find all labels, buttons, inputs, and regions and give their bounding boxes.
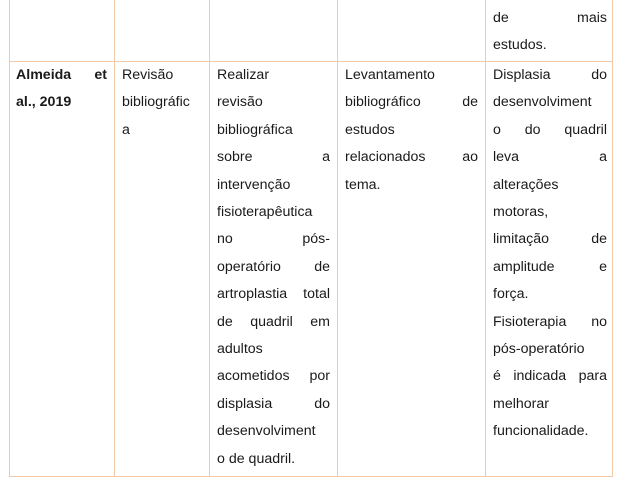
cell-line: acometidos por xyxy=(217,368,330,385)
cell-line: Fisioterapia no xyxy=(493,313,607,330)
cell-line: limitação de xyxy=(493,231,607,248)
cell-line: o do quadril xyxy=(493,121,607,138)
cell-line: a xyxy=(122,121,130,138)
cell-line: amplitude e xyxy=(493,258,607,275)
cell-line: relacionados ao xyxy=(345,149,478,166)
cell-line: adultos xyxy=(217,341,263,358)
table-border-left xyxy=(9,0,10,477)
cell-line: motoras, xyxy=(493,204,549,221)
cell-line: Realizar xyxy=(217,67,270,83)
cell-line: Displasia do xyxy=(493,67,607,83)
column-divider-4 xyxy=(485,0,486,477)
cell-line: Levantamento xyxy=(345,67,435,83)
cell-line: força. xyxy=(493,286,529,303)
table-border-right xyxy=(612,0,613,477)
cell-line: intervenção xyxy=(217,176,291,193)
cell-line: al., 2019 xyxy=(16,94,72,111)
cell-line: estudos xyxy=(345,121,395,138)
cell-line: tema. xyxy=(345,176,381,193)
study-type-cell xyxy=(122,62,204,144)
cell-line: artroplastia total xyxy=(217,286,330,303)
cell-line: estudos. xyxy=(493,37,547,54)
cell-line: bibliográfic xyxy=(122,94,190,111)
column-divider-3 xyxy=(337,0,338,477)
author-cell xyxy=(16,62,107,117)
column-divider-2 xyxy=(209,0,210,477)
cell-line: o de quadril. xyxy=(217,450,296,467)
cell-line: revisão xyxy=(217,94,263,111)
cell-line: pós-operatório xyxy=(493,341,585,358)
column-divider-1 xyxy=(114,0,115,477)
cell-line: de quadril em xyxy=(217,313,330,330)
cell-line: Revisão xyxy=(122,67,174,83)
cell-line: Almeida et xyxy=(16,67,107,83)
top-row-result-cell xyxy=(493,5,607,60)
cell-line: bibliográfica xyxy=(217,121,293,138)
cell-line: fisioterapêutica xyxy=(217,204,313,221)
cell-line: desenvolviment xyxy=(217,423,316,440)
cell-line: melhorar xyxy=(493,395,549,412)
cell-line: leva a xyxy=(493,149,607,166)
cell-line: no pós- xyxy=(217,231,330,248)
method-cell xyxy=(345,62,478,199)
cell-line: é indicada para xyxy=(493,368,607,385)
objective-cell xyxy=(217,62,330,473)
cell-line: alterações xyxy=(493,176,559,193)
cell-line: sobre a xyxy=(217,149,330,166)
cell-line: funcionalidade. xyxy=(493,423,589,440)
cell-line: desenvolviment xyxy=(493,94,592,111)
cell-line: bibliográfico de xyxy=(345,94,478,111)
cell-line: de mais xyxy=(493,10,607,26)
table-border-bottom xyxy=(9,476,613,477)
cell-line: operatório de xyxy=(217,258,330,275)
cell-line: displasia do xyxy=(217,395,330,412)
result-cell xyxy=(493,62,607,446)
